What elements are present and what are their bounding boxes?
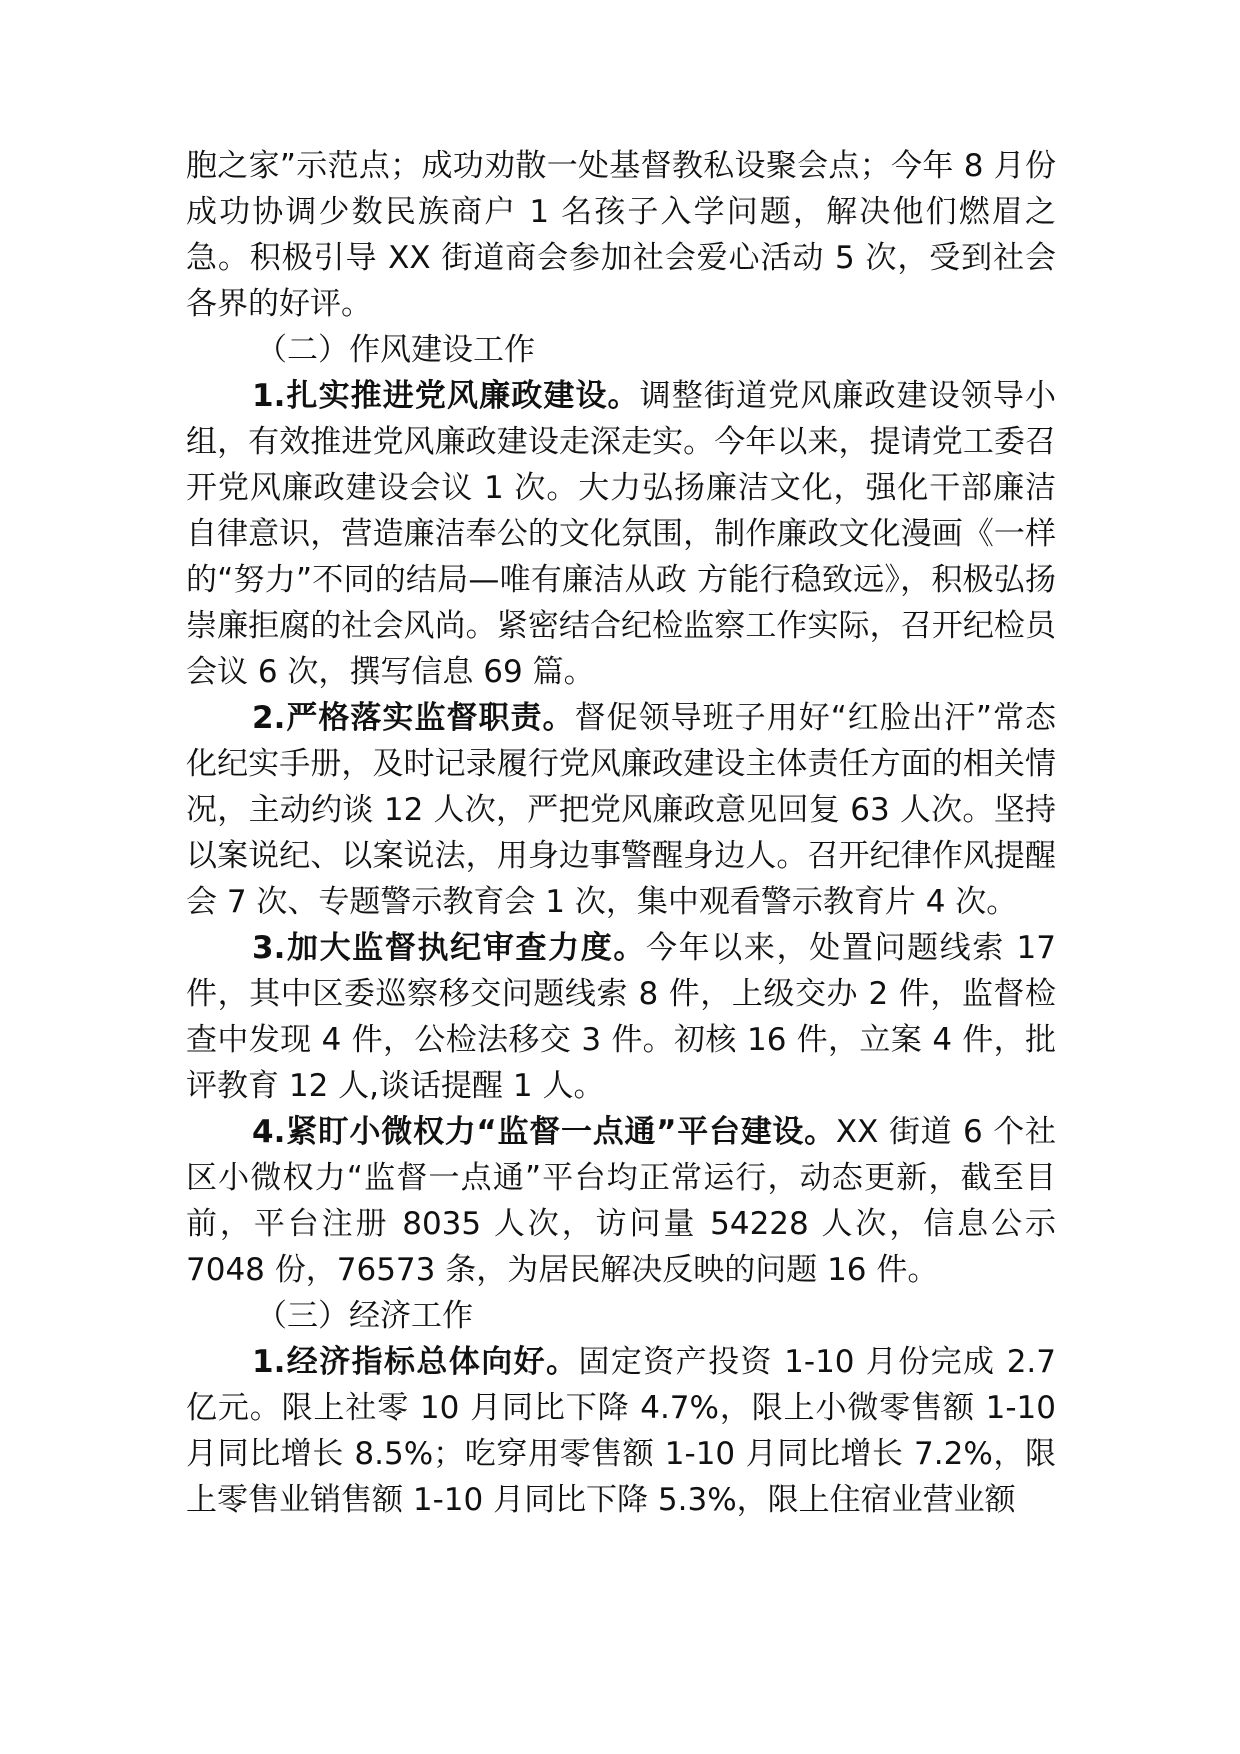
- economy-item-1-lead: 1.经济指标总体向好。: [252, 1344, 579, 1380]
- paragraph-item-3: [186, 925, 1056, 1109]
- section-heading-economy: （三）经济工作: [256, 1298, 473, 1334]
- section-heading-work-style: （二）作风建设工作: [256, 332, 535, 368]
- item-2-lead: 2.严格落实监督职责。: [252, 700, 575, 736]
- item-3-lead: 3.加大监督执纪审查力度。: [252, 930, 647, 966]
- item-1-lead: 1.扎实推进党风廉政建设。: [252, 378, 640, 414]
- item-4-lead: 4.紧盯小微权力“监督一点通”平台建设。: [252, 1114, 836, 1150]
- document-page: [186, 143, 1056, 1523]
- item-4-body: XX 街道 6 个社区小微权力“监督一点通”平台均正常运行，动态更新，截至目前，平台注册 8035 人次，访问量 54228 人次，信息公示 7048 份，76573 条，为居民解决反映的问题 16 件。: [186, 1114, 1057, 1288]
- paragraph-item-2: [186, 695, 1056, 925]
- paragraph-item-1: [186, 373, 1056, 695]
- item-2-body: 督促领导班子用好“红脸出汗”常态化纪实手册，及时记录履行党风廉政建设主体责任方面的相关情况，主动约谈 12 人次，严把党风廉政意见回复 63 人次。坚持以案说纪、以案说法，用身边事警醒身边人。召开纪律作风提醒会 7 次、专题警示教育会 1 次，集中观看警示教育片 4 次。: [186, 700, 1056, 920]
- item-1-body: 调整街道党风廉政建设领导小组，有效推进党风廉政建设走深走实。今年以来，提请党工委召开党风廉政建设会议 1 次。大力弘扬廉洁文化，强化干部廉洁自律意识，营造廉洁奉公的文化氛围，制作廉政文化漫画《一样的“努力”不同的结局—唯有廉洁从政 方能行稳致远》，积极弘扬崇廉拒腐的社会风尚。紧密结合纪检监察工作实际，召开纪检员会议 6 次，撰写信息 69 篇。: [186, 378, 1056, 690]
- item-3-body: 今年以来，处置问题线索 17 件，其中区委巡察移交问题线索 8 件，上级交办 2 件，监督检查中发现 4 件，公检法移交 3 件。初核 16 件，立案 4 件，批评教育 12 人,谈话提醒 1 人。: [186, 930, 1056, 1104]
- paragraph-continued: 胞之家”示范点；成功劝散一处基督教私设聚会点；今年 8 月份成功协调少数民族商户 1 名孩子入学问题，解决他们燃眉之急。积极引导 XX 街道商会参加社会爱心活动 5 次，受到社会各界的好评。: [186, 148, 1056, 322]
- paragraph-item-4: [186, 1109, 1056, 1293]
- paragraph-economy-item-1: [186, 1339, 1056, 1523]
- economy-item-1-body: 固定资产投资 1-10 月份完成 2.7 亿元。限上社零 10 月同比下降 4.7%，限上小微零售额 1-10 月同比增长 8.5%；吃穿用零售额 1-10 月同比增长 7.2%，限上零售业销售额 1-10 月同比下降 5.3%，限上住宿业营业额: [186, 1344, 1056, 1518]
